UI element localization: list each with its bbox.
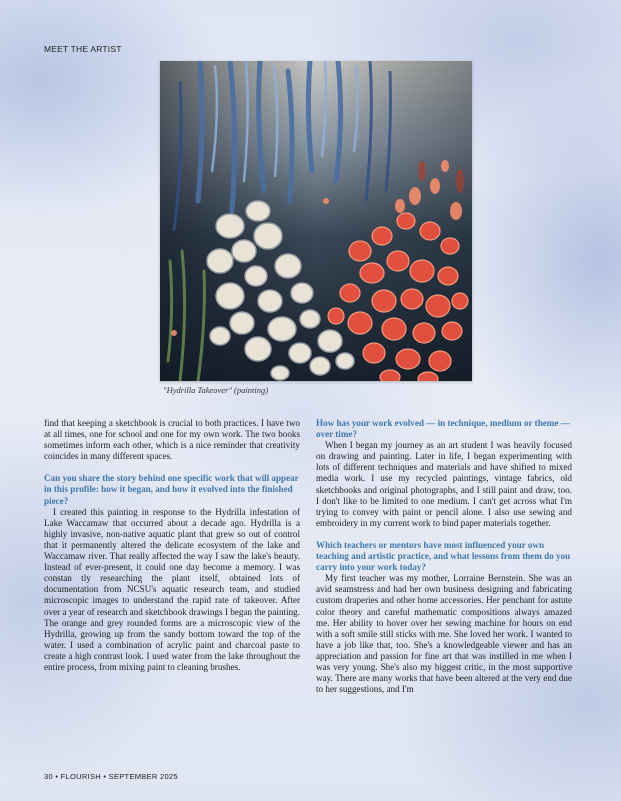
- spacer: [316, 529, 572, 540]
- artwork-caption: "Hydrilla Takeover" (painting): [163, 385, 269, 395]
- right-column: [316, 418, 572, 695]
- spacer: [44, 462, 300, 473]
- artwork-image: [160, 61, 472, 381]
- question-heading: Can you share the story behind one specific work that will appear in this profile: how it began, and how it evolved into the finished piece?: [44, 473, 299, 506]
- section-label: MEET THE ARTIST: [44, 44, 122, 54]
- question-heading: Which teachers or mentors have most influenced your own teaching and artistic practice, and what lessons from them do you carry into your work today?: [316, 539, 571, 573]
- question-heading: How has your work evolved — in technique, medium or theme — over time?: [316, 418, 570, 440]
- answer-paragraph: When I began my journey as an art student I was heavily focused on drawing and painting. Later in life, I began experimenting with lots of different techniques and materials and have shifted to mixed media work. I use my recycled paintings, vintage fabrics, old sketchbooks and original photographs, and I still paint and draw, too. I don't like to be limited to one medium. I can't get across what I'm trying to convey with paint or pencil alone. I also use sewing and embroidery in my current work to bind paper materials together.: [316, 440, 572, 528]
- intro-paragraph: find that keeping a sketchbook is crucial to both practices. I have two at all times, one for school and one for my own work. The two books sometimes inform each other, which is a nice reminder that creativity coincides in many different spaces.: [44, 418, 300, 462]
- left-column: [44, 418, 300, 673]
- page-folio: 30 • FLOURISH • SEPTEMBER 2025: [44, 772, 178, 781]
- hydrilla-painting-graphic: [160, 61, 472, 381]
- answer-paragraph: I created this painting in response to the Hydrilla infestation of Lake Waccamaw that occurred about a decade ago. Hydrilla is a highly invasive, non-native aquatic plant that grew so out of control that it permanently altered the delicate ecosystem of the lake and Waccamaw river. That really affected the way I saw the lake's beauty. Instead of ever-present, it could one day become a memory. I was constan tly researching the plant itself, obtained lots of documentation from NCSU's aquatic research team, and studied microscopic images to understand the rapid rate of takeover. After over a year of research and sketchbook drawings I began the painting. The orange and grey rounded forms are a microscopic view of the Hydrilla, growing up from the sandy bottom toward the top of the water. I used a combination of acrylic paint and charcoal paste to create a high contrast look. I used water from the lake throughout the entire process, from mixing paint to cleaning brushes.: [44, 506, 300, 672]
- answer-paragraph: My first teacher was my mother, Lorraine Bernstein. She was an avid seamstress and had her own business designing and fabricating custom draperies and other home accessories. Her penchant for astute color theory and careful mathematic compositions always amazed me. Her ability to hover over her sewing machine for hours on end with a soft smile still sticks with me. She loved her work. I wanted to have a job like that, too. She's a knowledgeable viewer and has an appreciation and passion for fine art that was instilled in me when I was very young. She's also my biggest critic, in the most supportive way. There are many works that have been altered at the very end due to her suggestions, and I'm: [316, 573, 572, 695]
